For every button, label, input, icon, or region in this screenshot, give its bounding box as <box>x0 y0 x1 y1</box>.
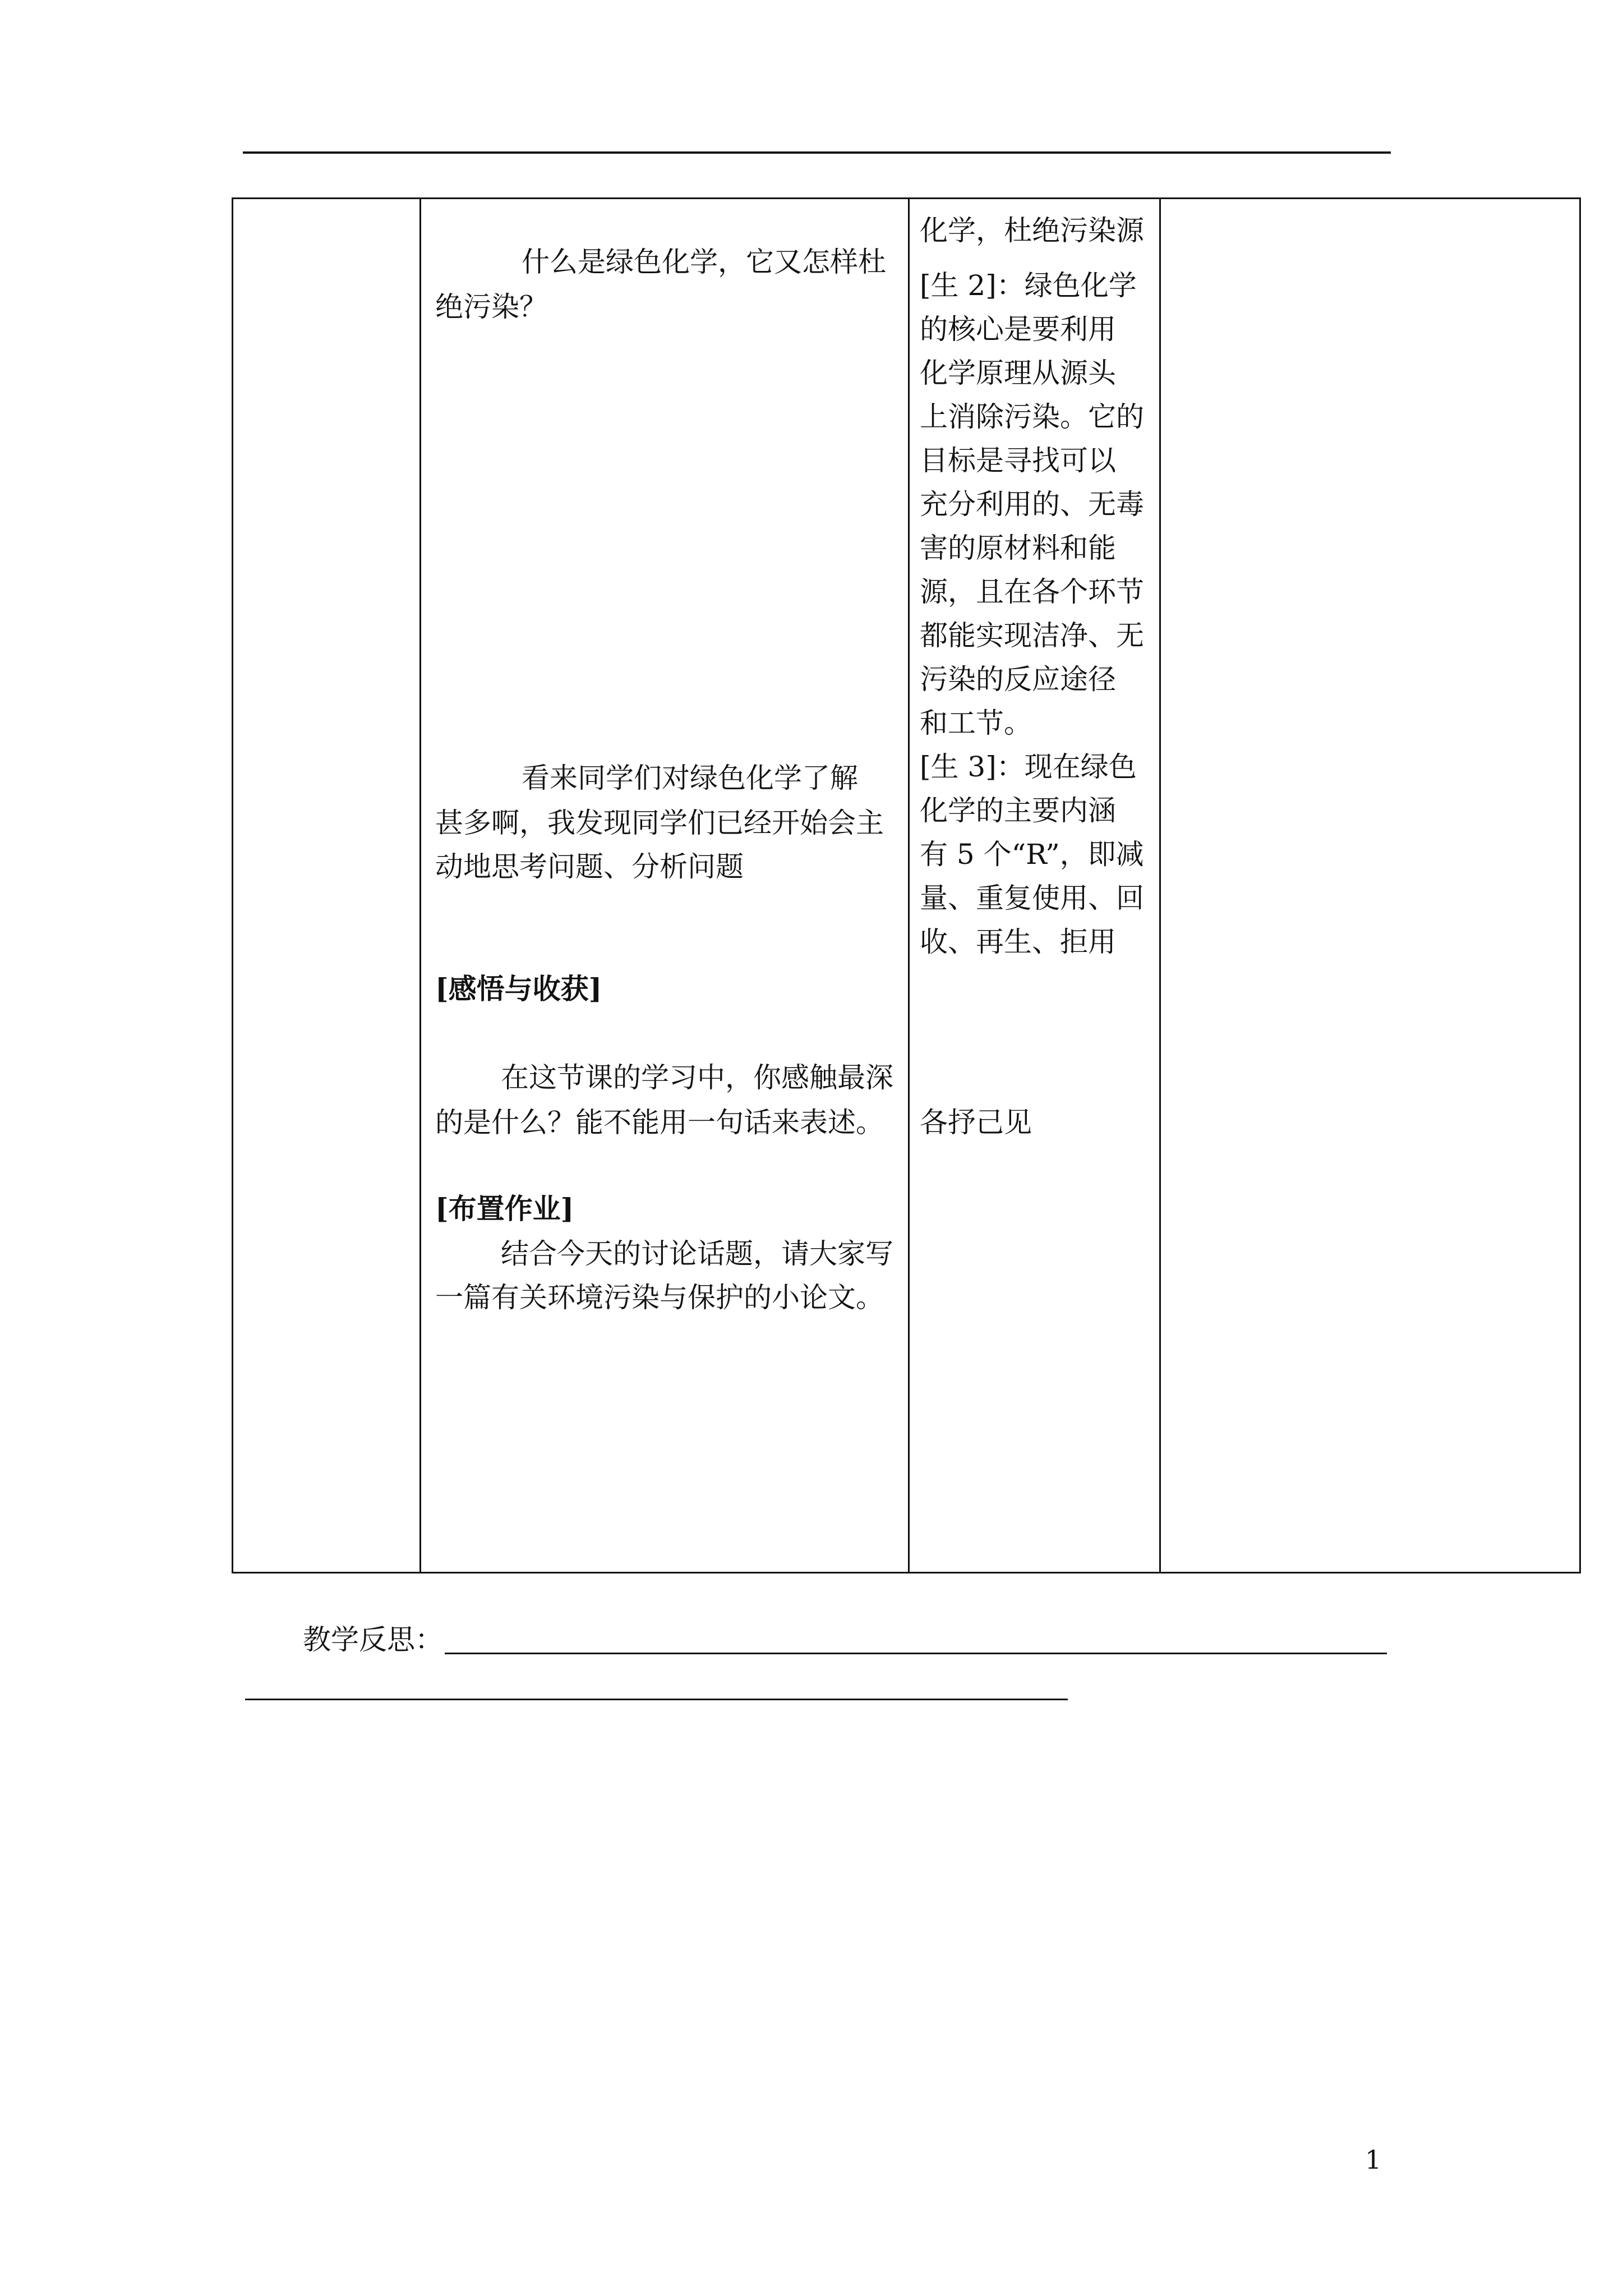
student-line-3: 的核心是要利用 <box>920 313 1116 346</box>
header-rule <box>243 151 1391 154</box>
student-line-8: 害的原材料和能 <box>920 532 1116 564</box>
teacher-praise-line-1: 看来同学们对绿色化学了解 <box>522 762 858 794</box>
reflection-label: 教学反思： <box>303 1623 443 1656</box>
page-number: 1 <box>1365 2145 1382 2175</box>
teacher-question-line-1: 什么是绿色化学，它又怎样杜 <box>522 246 886 278</box>
column-divider-1 <box>419 199 421 1572</box>
reflection-blank-line-1 <box>445 1653 1387 1654</box>
student-answer: 各抒己见 <box>920 1106 1032 1139</box>
student-line-5: 上消除污染。它的 <box>920 401 1144 433</box>
student-line-11: 污染的反应途径 <box>920 663 1116 696</box>
section-heading-homework: [布置作业] <box>435 1192 574 1225</box>
student-line-4: 化学原理从源头 <box>920 357 1116 389</box>
student-line-9: 源，且在各个环节 <box>920 576 1144 608</box>
teacher-praise-line-2: 甚多啊，我发现同学们已经开始会主 <box>435 807 884 839</box>
homework-line-1: 结合今天的讨论话题，请大家写 <box>501 1237 893 1270</box>
column-divider-3 <box>1159 199 1161 1572</box>
student-line-2: [生 2]：绿色化学 <box>920 269 1137 302</box>
student-line-16: 量、重复使用、回 <box>920 882 1144 914</box>
teacher-praise-line-3: 动地思考问题、分析问题 <box>435 850 744 883</box>
student-line-1: 化学，杜绝污染源 <box>920 214 1144 247</box>
student-line-6: 目标是寻找可以 <box>920 444 1116 477</box>
reflection-blank-line-2 <box>245 1699 1068 1700</box>
student-line-12: 和工节。 <box>920 707 1032 739</box>
lesson-table <box>232 197 1581 1573</box>
student-line-17: 收、再生、拒用 <box>920 926 1116 958</box>
student-line-13: [生 3]：现在绿色 <box>920 751 1137 783</box>
column-divider-2 <box>908 199 910 1572</box>
teacher-question2-line-2: 的是什么？能不能用一句话来表述。 <box>435 1106 884 1139</box>
student-line-10: 都能实现洁净、无 <box>920 619 1144 652</box>
student-line-15: 有 5 个“R”，即减 <box>920 838 1144 871</box>
teacher-question-line-2: 绝污染？ <box>435 291 547 323</box>
student-line-14: 化学的主要内涵 <box>920 794 1116 827</box>
homework-line-2: 一篇有关环境污染与保护的小论文。 <box>435 1281 884 1314</box>
teacher-question2-line-1: 在这节课的学习中，你感触最深 <box>501 1061 893 1094</box>
section-heading-reflection: [感悟与收获] <box>435 972 602 1005</box>
student-line-7: 充分利用的、无毒 <box>920 488 1144 521</box>
